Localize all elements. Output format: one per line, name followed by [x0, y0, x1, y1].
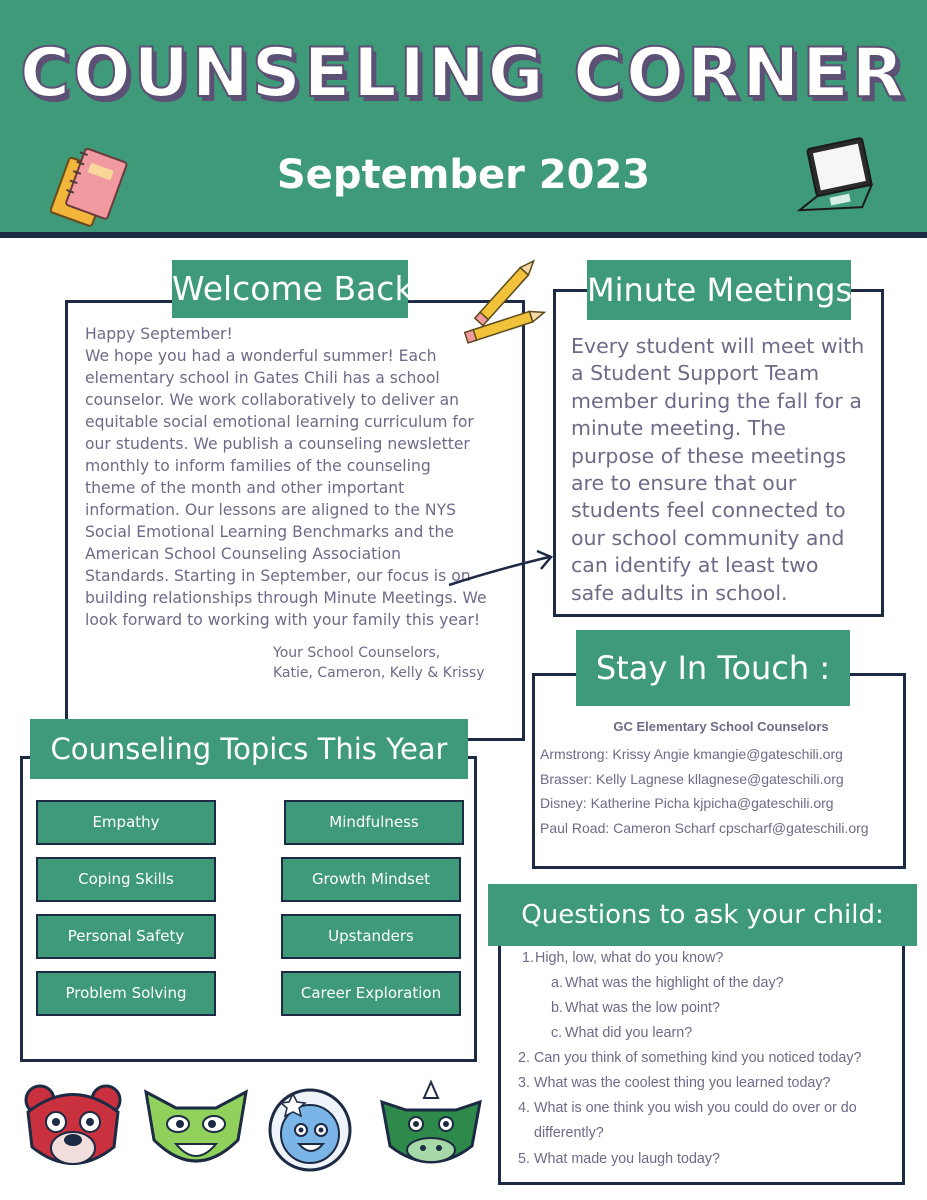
minute-meetings-label: Minute Meetings — [587, 260, 851, 320]
pencils-icon — [460, 248, 560, 348]
signoff-names: Katie, Cameron, Kelly & Krissy — [273, 665, 485, 681]
welcome-line: Standards. Starting in September, our focus is on — [85, 567, 471, 585]
welcome-line: counselor. We work collaboratively to deliver an — [85, 391, 460, 409]
contact-line: Brasser: Kelly Lagnese kllagnese@gateschili.org — [540, 770, 844, 787]
minute-meetings-line: purpose of these meetings — [571, 443, 847, 468]
welcome-line: We hope you had a wonderful summer! Each — [85, 347, 437, 365]
dragon-mascot-icon — [376, 1078, 486, 1178]
contact-line: Paul Road: Cameron Scharf cpscharf@gateschili.org — [540, 819, 869, 836]
question-text: Can you think of something kind you noticed today? — [534, 1050, 862, 1066]
welcome-line: our students. We publish a counseling newsletter — [85, 435, 470, 453]
signoff-line: Your School Counselors, — [273, 645, 441, 661]
minute-meetings-line: minute meeting. The — [571, 416, 786, 441]
welcome-label: Welcome Back! — [172, 260, 408, 318]
question-text: High, low, what do you know? — [535, 950, 724, 966]
topic-chip: Coping Skills — [36, 857, 216, 902]
contacts-heading: GC Elementary School Counselors — [613, 719, 829, 734]
panther-mascot-icon — [138, 1082, 253, 1177]
question-marker: 3. — [518, 1075, 530, 1091]
topic-chip: Upstanders — [281, 914, 461, 959]
minute-meetings-line: member during the fall for a — [571, 388, 862, 413]
questions-label: Questions to ask your child: — [488, 884, 917, 946]
welcome-line: equitable social emotional learning curriculum for — [85, 413, 474, 431]
minute-meetings-line: a Student Support Team — [571, 361, 820, 386]
welcome-line: American School Counseling Association — [85, 545, 401, 563]
welcome-line: building relationships through Minute Meetings. We — [85, 589, 487, 607]
minute-meetings-line: safe adults in school. — [571, 580, 788, 605]
welcome-line: theme of the month and other important — [85, 479, 405, 497]
welcome-line: monthly to inform families of the counseling — [85, 457, 431, 475]
welcome-line: information. Our lessons are aligned to the NYS — [85, 501, 456, 519]
question-text: What was the highlight of the day? — [565, 975, 784, 991]
question-marker: 1. — [522, 950, 534, 966]
minute-meetings-line: are to ensure that our — [571, 471, 797, 496]
newsletter-date: September 2023 — [276, 152, 651, 198]
question-marker: 5. — [518, 1151, 530, 1167]
question-text: differently? — [534, 1125, 604, 1141]
question-text: What was the low point? — [565, 1000, 720, 1016]
question-text: What was the coolest thing you learned today? — [534, 1075, 831, 1091]
welcome-line: Happy September! — [85, 325, 233, 343]
question-marker: c. — [551, 1025, 563, 1041]
topic-chip: Growth Mindset — [281, 857, 461, 902]
welcome-line: Social Emotional Learning Benchmarks and the — [85, 523, 454, 541]
topic-chip: Empathy — [36, 800, 216, 845]
question-text: What did you learn? — [565, 1025, 693, 1041]
minute-meetings-line: our school community and — [571, 525, 845, 550]
contact-line: Armstrong: Krissy Angie kmangie@gateschili.org — [540, 746, 843, 762]
topics-label: Counseling Topics This Year — [30, 719, 468, 779]
signoff — [273, 643, 484, 683]
minute-meetings-line: Every student will meet with — [571, 334, 865, 358]
topic-chip: Mindfulness — [284, 800, 464, 845]
minute-meetings-line: students feel connected to — [571, 498, 846, 523]
bear-mascot-icon — [18, 1082, 128, 1177]
welcome-line: elementary school in Gates Chili has a school — [85, 369, 440, 387]
question-text: What made you laugh today? — [534, 1151, 720, 1167]
notebook-icon — [48, 145, 138, 235]
topic-chip: Career Exploration — [281, 971, 461, 1016]
laptop-icon — [786, 132, 886, 227]
question-marker: 2. — [518, 1050, 530, 1066]
newsletter-title: COUNSELING CORNER — [19, 34, 908, 113]
welcome-line: look forward to working with your family this year! — [85, 611, 481, 629]
contact-line: Disney: Katherine Picha kjpicha@gateschili.org — [540, 795, 834, 811]
arrow-icon — [445, 545, 560, 595]
stay-in-touch-label: Stay In Touch : — [576, 630, 850, 706]
topic-chip: Problem Solving — [36, 971, 216, 1016]
minute-meetings-line: can identify at least two — [571, 553, 819, 578]
topic-chip: Personal Safety — [36, 914, 216, 959]
question-marker: 4. — [518, 1100, 530, 1116]
question-marker: a. — [551, 975, 563, 991]
minute-meetings-paragraph — [571, 333, 871, 607]
question-text: What is one think you wish you could do over or do — [534, 1100, 857, 1116]
question-marker: b. — [551, 1000, 563, 1016]
astronaut-mascot-icon — [265, 1082, 355, 1177]
